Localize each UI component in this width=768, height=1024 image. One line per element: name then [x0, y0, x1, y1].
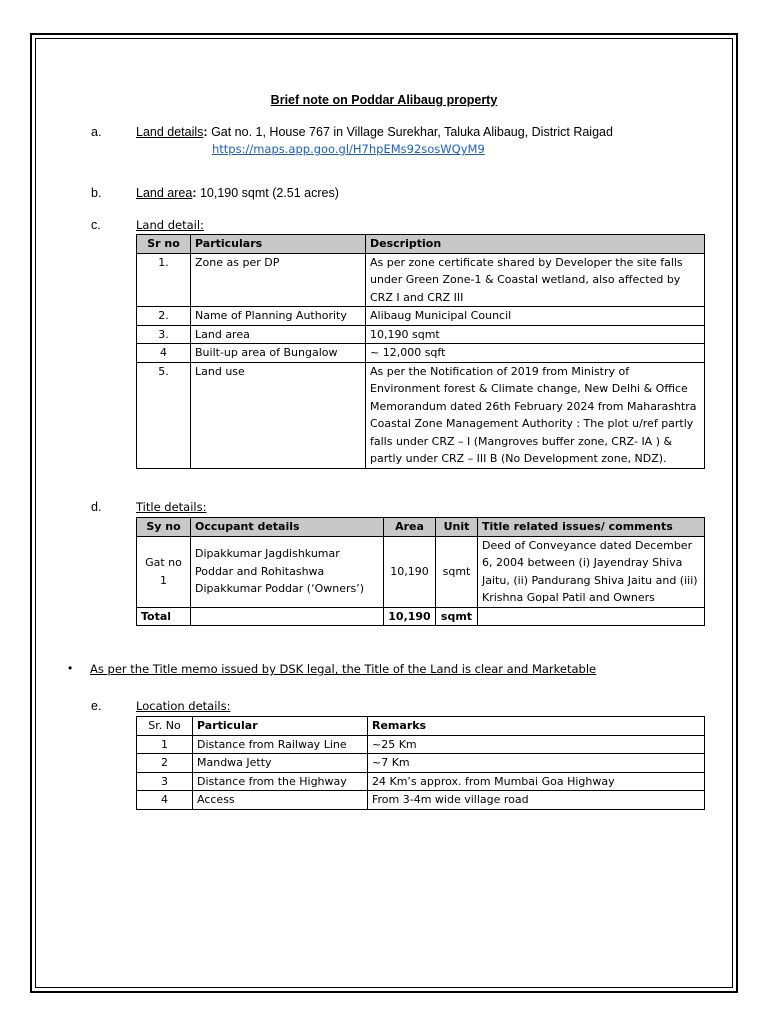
header-cell: Sy no: [137, 518, 191, 537]
title-details-table: [136, 517, 705, 626]
table-row: [137, 791, 705, 810]
table-row: [137, 307, 705, 326]
cell: 2: [137, 754, 193, 773]
cell: 24 Km’s approx. from Mumbai Goa Highway: [368, 772, 705, 791]
table-header-row: [137, 717, 705, 736]
cell: As per zone certificate shared by Developer the site falls under Green Zone-1 & Coastal wetland, also affected by CRZ I and CRZ III: [366, 253, 705, 307]
table-row: [137, 344, 705, 363]
section-a-marker: a.: [91, 125, 102, 139]
cell: Deed of Conveyance dated December 6, 2004 between (i) Jayendray Shiva Jaitu, (ii) Pandurang Shiva Jaitu and (iii) Krishna Gopal Patil and Owners: [478, 536, 705, 607]
header-cell: Particulars: [191, 235, 366, 254]
cell: Land area: [191, 325, 366, 344]
table-row: [137, 754, 705, 773]
map-link[interactable]: https://maps.app.goo.gl/H7hpEMs92sosWQyM9: [212, 142, 485, 156]
cell: From 3-4m wide village road: [368, 791, 705, 810]
title-memo-note: As per the Title memo issued by DSK legal, the Title of the Land is clear and Marketable: [90, 662, 597, 676]
section-b-line: [136, 186, 339, 200]
cell: [478, 607, 705, 626]
table-row: [137, 362, 705, 468]
cell: 3.: [137, 325, 191, 344]
cell: Name of Planning Authority: [191, 307, 366, 326]
table-row: [137, 536, 705, 607]
table-row: [137, 325, 705, 344]
table-header-row: [137, 235, 705, 254]
table-header-row: [137, 518, 705, 537]
cell: 10,190: [384, 607, 436, 626]
header-cell: Remarks: [368, 717, 705, 736]
cell: 1: [137, 735, 193, 754]
cell: Distance from the Highway: [193, 772, 368, 791]
section-a-colon: :: [203, 125, 208, 139]
section-b-label: Land area: [136, 186, 193, 200]
section-a-label: Land details: [136, 125, 204, 139]
cell: ~25 Km: [368, 735, 705, 754]
table-row: [137, 735, 705, 754]
section-b-colon: :: [192, 186, 197, 200]
cell: sqmt: [436, 536, 478, 607]
cell: Alibaug Municipal Council: [366, 307, 705, 326]
cell: Zone as per DP: [191, 253, 366, 307]
cell: ~ 12,000 sqft: [366, 344, 705, 363]
section-d-label: Title details:: [136, 500, 207, 514]
bullet-point: •: [68, 661, 73, 675]
table-total-row: [137, 607, 705, 626]
section-b-text: 10,190 sqmt (2.51 acres): [196, 186, 339, 200]
cell: 10,190 sqmt: [366, 325, 705, 344]
cell: Mandwa Jetty: [193, 754, 368, 773]
cell: ~7 Km: [368, 754, 705, 773]
header-cell: Sr. No: [137, 717, 193, 736]
cell: [191, 607, 384, 626]
section-b-marker: b.: [91, 186, 102, 200]
cell: 10,190: [384, 536, 436, 607]
section-c-label: Land detail:: [136, 218, 204, 232]
header-cell: Description: [366, 235, 705, 254]
cell: Land use: [191, 362, 366, 468]
header-cell: Title related issues/ comments: [478, 518, 705, 537]
cell: Access: [193, 791, 368, 810]
land-detail-table: [136, 234, 705, 469]
section-a-text: Gat no. 1, House 767 in Village Surekhar, Taluka Alibaug, District Raigad: [207, 125, 613, 139]
cell: 4: [137, 791, 193, 810]
header-cell: Particular: [193, 717, 368, 736]
cell: Distance from Railway Line: [193, 735, 368, 754]
header-cell: Occupant details: [191, 518, 384, 537]
cell: Built-up area of Bungalow: [191, 344, 366, 363]
section-c-marker: c.: [91, 218, 101, 232]
cell: Total: [137, 607, 191, 626]
cell: sqmt: [436, 607, 478, 626]
header-cell: Area: [384, 518, 436, 537]
document-title: Brief note on Poddar Alibaug property: [270, 93, 498, 107]
cell: Gat no 1: [137, 536, 191, 607]
cell: 4: [137, 344, 191, 363]
location-details-table: [136, 716, 705, 810]
section-e-label: Location details:: [136, 699, 231, 713]
cell: 2.: [137, 307, 191, 326]
cell: 5.: [137, 362, 191, 468]
section-d-marker: d.: [91, 500, 102, 514]
cell: 1.: [137, 253, 191, 307]
header-cell: Unit: [436, 518, 478, 537]
table-row: [137, 253, 705, 307]
header-cell: Sr no: [137, 235, 191, 254]
cell: As per the Notification of 2019 from Ministry of Environment forest & Climate change, New Delhi & Office Memorandum dated 26th February 2024 from Maharashtra Coastal Zone Management Authority : The plot u/ref partly falls under CRZ – I (Mangroves buffer zone, CRZ- IA ) & partly under CRZ – III B (No Development zone, NDZ).: [366, 362, 705, 468]
cell: Dipakkumar Jagdishkumar Poddar and Rohitashwa Dipakkumar Poddar (‘Owners’): [191, 536, 384, 607]
section-a-line: [136, 125, 613, 139]
table-row: [137, 772, 705, 791]
section-e-marker: e.: [91, 699, 102, 713]
cell: 3: [137, 772, 193, 791]
